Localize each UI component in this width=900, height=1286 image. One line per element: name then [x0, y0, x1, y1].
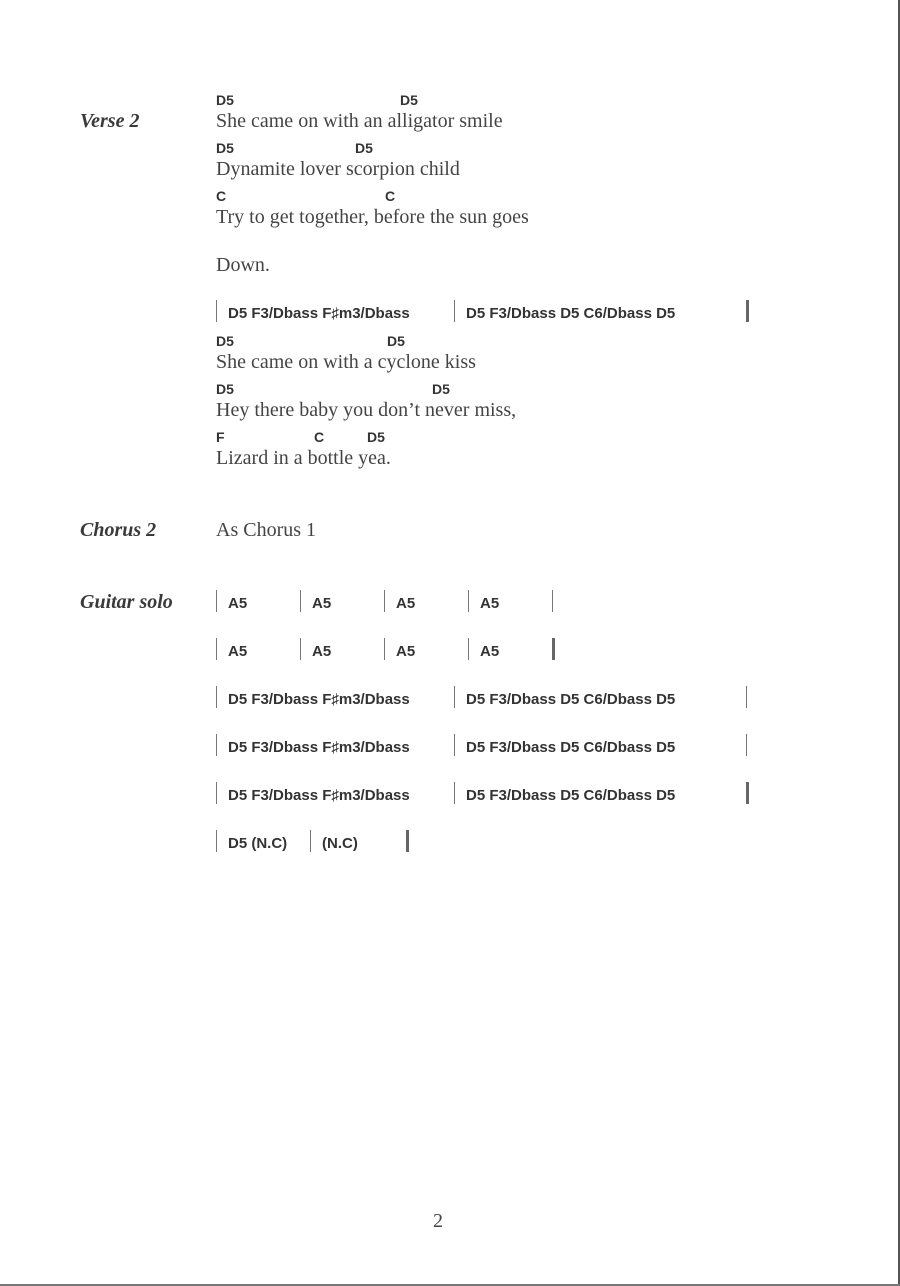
- lyric-line: Try to get together, before the sun goes: [216, 206, 529, 228]
- bar-chords: D5 F3/Dbass F♯m3/Dbass: [228, 691, 410, 708]
- barline: [454, 300, 455, 322]
- final-barline: [746, 782, 749, 804]
- bar-chords: (N.C): [322, 835, 358, 852]
- bar-chords: D5 F3/Dbass D5 C6/Dbass D5: [466, 691, 676, 708]
- barline: [454, 782, 455, 804]
- barline: [216, 782, 217, 804]
- bar-chords: D5 F3/Dbass F♯m3/Dbass: [228, 787, 410, 804]
- barline: [300, 590, 301, 612]
- barline: [216, 830, 217, 852]
- barline: [216, 300, 217, 322]
- chord: D5: [216, 140, 234, 156]
- bar-chords: A5: [480, 595, 500, 612]
- barline: [216, 686, 217, 708]
- barline: [216, 638, 217, 660]
- barline: [552, 590, 553, 612]
- barline: [454, 686, 455, 708]
- section-label-chorus-2: Chorus 2: [80, 519, 157, 541]
- chord: C: [216, 188, 227, 204]
- chord: D5: [216, 381, 234, 397]
- chord: D5: [355, 140, 373, 156]
- bar-chords: A5: [312, 643, 332, 660]
- bar-chords: D5 F3/Dbass D5 C6/Dbass D5: [466, 739, 676, 756]
- final-barline: [746, 300, 749, 322]
- section-label-verse-2: Verse 2: [80, 110, 140, 132]
- bar-chords: A5: [480, 643, 500, 660]
- barline: [746, 686, 747, 708]
- chord: D5: [216, 92, 234, 108]
- final-barline: [406, 830, 409, 852]
- chord: F: [216, 429, 225, 445]
- barline: [746, 734, 747, 756]
- barline: [384, 590, 385, 612]
- bar-chords: D5 F3/Dbass F♯m3/Dbass: [228, 305, 410, 322]
- chord: C: [385, 188, 396, 204]
- chord: D5: [216, 333, 234, 349]
- page-number: 2: [433, 1210, 443, 1232]
- chord: C: [314, 429, 325, 445]
- bar-chords: D5 (N.C): [228, 835, 288, 852]
- bar-chords: A5: [396, 643, 416, 660]
- final-barline: [552, 638, 555, 660]
- barline: [300, 638, 301, 660]
- barline: [384, 638, 385, 660]
- lyric-line: Hey there baby you don’t never miss,: [216, 399, 517, 421]
- chord: D5: [367, 429, 385, 445]
- bar-chords: A5: [228, 595, 248, 612]
- lyric-line: She came on with a cyclone kiss: [216, 351, 476, 373]
- lyric-line: She came on with an alligator smile: [216, 110, 503, 132]
- lyric-line: Dynamite lover scorpion child: [216, 158, 460, 180]
- bar-chords: A5: [396, 595, 416, 612]
- chord: D5: [387, 333, 405, 349]
- barline: [468, 590, 469, 612]
- bar-chords: A5: [228, 643, 248, 660]
- bar-chords: A5: [312, 595, 332, 612]
- barline: [468, 638, 469, 660]
- barline: [310, 830, 311, 852]
- lyric-line: Lizard in a bottle yea.: [216, 447, 391, 469]
- chord: D5: [432, 381, 450, 397]
- bar-chords: D5 F3/Dbass F♯m3/Dbass: [228, 739, 410, 756]
- bar-chords: D5 F3/Dbass D5 C6/Dbass D5: [466, 305, 676, 322]
- chorus-2-text: As Chorus 1: [216, 519, 317, 541]
- section-label-guitar-solo: Guitar solo: [80, 591, 173, 613]
- barline: [216, 734, 217, 756]
- chord: D5: [400, 92, 418, 108]
- bar-chords: D5 F3/Dbass D5 C6/Dbass D5: [466, 787, 676, 804]
- barline: [454, 734, 455, 756]
- lyric-line: Down.: [216, 254, 270, 276]
- barline: [216, 590, 217, 612]
